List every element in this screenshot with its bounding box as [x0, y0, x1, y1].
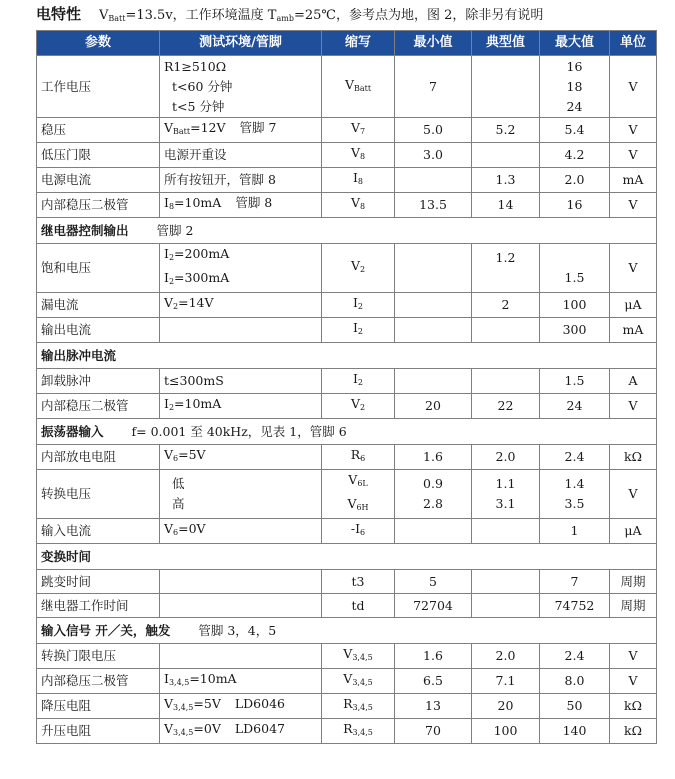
max-cell: 300	[540, 318, 610, 343]
symbol-cell: $V_2$	[322, 394, 395, 419]
table-row	[37, 644, 657, 669]
table-row	[37, 694, 657, 719]
max-cell: 5.4	[540, 118, 610, 143]
symbol-cell: $V_7$	[322, 118, 395, 143]
electrical-characteristics-table	[36, 30, 657, 744]
unit-cell: mA	[610, 318, 657, 343]
symbol-cell: $V_{Batt}$	[322, 56, 395, 118]
symbol-cell: $I_2$	[322, 293, 395, 318]
page-title: 电特性	[36, 5, 82, 23]
max-cell: 2.4	[540, 445, 610, 470]
table-row	[37, 193, 657, 218]
symbol-cell: t3	[322, 570, 395, 594]
param-cell: 输入电流	[37, 519, 160, 544]
unit-cell: 周期	[610, 594, 657, 618]
table-row	[37, 519, 657, 544]
min-cell	[395, 168, 472, 193]
min-cell: 20	[395, 394, 472, 419]
col-header-condition: 测试环境/管脚	[160, 31, 322, 56]
table-row	[37, 394, 657, 419]
param-cell: 转换电压	[37, 470, 160, 519]
condition-vbatt: $V_{Batt}=13.5v$，工作环境温度 $T_{amb}=25℃$，参考点为地，图 2，除非另有说明	[99, 8, 544, 23]
symbol-cell: $I_2$	[322, 369, 395, 394]
param-cell: 稳压	[37, 118, 160, 143]
max-cell: 16 18 24	[540, 56, 610, 118]
param-cell: 低压门限	[37, 143, 160, 168]
min-cell	[395, 318, 472, 343]
max-cell: 2.0	[540, 168, 610, 193]
col-header-unit: 单位	[610, 31, 657, 56]
table-row	[37, 369, 657, 394]
condition-cell: $I_8=10mA$ 管脚 8	[160, 193, 322, 218]
condition-cell: $V_2=14V$	[160, 293, 322, 318]
unit-cell: V	[610, 244, 657, 293]
max-cell: 50	[540, 694, 610, 719]
typ-cell: 14	[472, 193, 540, 218]
symbol-cell: $-I_6$	[322, 519, 395, 544]
section-row-pulse	[37, 343, 657, 369]
condition-cell: 低 高	[160, 470, 322, 519]
condition-cell: $V_{3,4,5}=5V$ LD6046	[160, 694, 322, 719]
param-cell: 转换门限电压	[37, 644, 160, 669]
symbol-cell: $V_8$	[322, 143, 395, 168]
table-row	[37, 293, 657, 318]
min-cell	[395, 369, 472, 394]
param-cell: 饱和电压	[37, 244, 160, 293]
typ-cell: 20	[472, 694, 540, 719]
max-cell: 2.4	[540, 644, 610, 669]
max-cell: 8.0	[540, 669, 610, 694]
col-header-typ: 典型值	[472, 31, 540, 56]
section-row-input	[37, 618, 657, 644]
table-row	[37, 470, 657, 519]
min-cell: 13.5	[395, 193, 472, 218]
condition-cell	[160, 644, 322, 669]
param-cell: 降压电阻	[37, 694, 160, 719]
condition-cell	[160, 318, 322, 343]
min-cell: 6.5	[395, 669, 472, 694]
condition-cell: R1≥510Ω t<60 分钟 t<5 分钟	[160, 56, 322, 118]
section-row-timing	[37, 544, 657, 570]
min-cell	[395, 519, 472, 544]
condition-cell: $I_2=10mA$	[160, 394, 322, 419]
max-cell: 16	[540, 193, 610, 218]
param-cell: 内部稳压二极管	[37, 394, 160, 419]
unit-cell: V	[610, 470, 657, 519]
col-header-param: 参数	[37, 31, 160, 56]
typ-cell: 1.2	[472, 244, 540, 293]
table-row	[37, 445, 657, 470]
table-row	[37, 244, 657, 293]
param-cell: 继电器工作时间	[37, 594, 160, 618]
symbol-cell: $V_{3,4,5}$	[322, 644, 395, 669]
unit-cell: V	[610, 193, 657, 218]
unit-cell: kΩ	[610, 719, 657, 744]
unit-cell: 周期	[610, 570, 657, 594]
min-cell: 72704	[395, 594, 472, 618]
unit-cell: kΩ	[610, 694, 657, 719]
param-cell: 内部放电电阻	[37, 445, 160, 470]
section-row-relay	[37, 218, 657, 244]
table-row	[37, 56, 657, 118]
typ-cell	[472, 519, 540, 544]
table-row	[37, 570, 657, 594]
symbol-cell: $I_8$	[322, 168, 395, 193]
max-cell: 74752	[540, 594, 610, 618]
symbol-cell: $R_6$	[322, 445, 395, 470]
symbol-cell: $I_2$	[322, 318, 395, 343]
table-row	[37, 168, 657, 193]
max-cell: 1.5	[540, 244, 610, 293]
table-row	[37, 719, 657, 744]
typ-cell: 5.2	[472, 118, 540, 143]
table-row	[37, 143, 657, 168]
typ-cell	[472, 594, 540, 618]
param-cell: 跳变时间	[37, 570, 160, 594]
condition-cell: $I_{3,4,5}=10mA$	[160, 669, 322, 694]
section-title: 输出脉冲电流	[37, 343, 657, 369]
param-cell: 升压电阻	[37, 719, 160, 744]
max-cell: 24	[540, 394, 610, 419]
condition-cell	[160, 594, 322, 618]
param-cell: 内部稳压二极管	[37, 193, 160, 218]
min-cell	[395, 293, 472, 318]
min-cell: 13	[395, 694, 472, 719]
table-row	[37, 318, 657, 343]
min-cell: 3.0	[395, 143, 472, 168]
typ-cell: 1.3	[472, 168, 540, 193]
col-header-min: 最小值	[395, 31, 472, 56]
typ-cell: 100	[472, 719, 540, 744]
unit-cell: V	[610, 56, 657, 118]
min-cell: 1.6	[395, 644, 472, 669]
col-header-symbol: 缩写	[322, 31, 395, 56]
condition-cell: $V_{3,4,5}=0V$ LD6047	[160, 719, 322, 744]
symbol-cell: $V_8$	[322, 193, 395, 218]
section-title: 继电器控制输出 管脚 2	[37, 218, 657, 244]
unit-cell: V	[610, 644, 657, 669]
unit-cell: V	[610, 394, 657, 419]
table-row	[37, 594, 657, 618]
typ-cell	[472, 56, 540, 118]
symbol-cell: td	[322, 594, 395, 618]
typ-cell: 22	[472, 394, 540, 419]
max-cell: 140	[540, 719, 610, 744]
condition-cell	[160, 570, 322, 594]
typ-cell: 2.0	[472, 644, 540, 669]
min-cell: 7	[395, 56, 472, 118]
max-cell: 1.5	[540, 369, 610, 394]
unit-cell: V	[610, 669, 657, 694]
section-title: 输入信号 开／关，触发 管脚 3，4，5	[37, 618, 657, 644]
unit-cell: μA	[610, 293, 657, 318]
unit-cell: A	[610, 369, 657, 394]
min-cell: 70	[395, 719, 472, 744]
typ-cell	[472, 318, 540, 343]
typ-cell	[472, 369, 540, 394]
unit-cell: mA	[610, 168, 657, 193]
param-cell: 内部稳压二极管	[37, 669, 160, 694]
param-cell: 漏电流	[37, 293, 160, 318]
typ-cell	[472, 570, 540, 594]
min-cell	[395, 244, 472, 293]
condition-cell: t≤300mS	[160, 369, 322, 394]
section-title: 振荡器输入 f= 0.001 至 40kHz，见表 1，管脚 6	[37, 419, 657, 445]
param-cell: 工作电压	[37, 56, 160, 118]
typ-cell: 7.1	[472, 669, 540, 694]
max-cell: 100	[540, 293, 610, 318]
condition-cell: $V_{Batt}=12V$ 管脚 7	[160, 118, 322, 143]
section-row-oscillator	[37, 419, 657, 445]
table-row	[37, 118, 657, 143]
symbol-cell: $R_{3,4,5}$	[322, 719, 395, 744]
param-cell: 电源电流	[37, 168, 160, 193]
condition-cell: 电源开重设	[160, 143, 322, 168]
min-cell: 5.0	[395, 118, 472, 143]
condition-cell: 所有按钮开，管脚 8	[160, 168, 322, 193]
max-cell: 1.4 3.5	[540, 470, 610, 519]
condition-cell: $V_6=0V$	[160, 519, 322, 544]
col-header-max: 最大值	[540, 31, 610, 56]
param-cell: 输出电流	[37, 318, 160, 343]
typ-cell: 1.1 3.1	[472, 470, 540, 519]
max-cell: 1	[540, 519, 610, 544]
unit-cell: V	[610, 118, 657, 143]
unit-cell: kΩ	[610, 445, 657, 470]
max-cell: 4.2	[540, 143, 610, 168]
symbol-cell: $R_{3,4,5}$	[322, 694, 395, 719]
symbol-cell: $V_{3,4,5}$	[322, 669, 395, 694]
max-cell: 7	[540, 570, 610, 594]
min-cell: 0.9 2.8	[395, 470, 472, 519]
table-row	[37, 669, 657, 694]
condition-cell: $V_6=5V$	[160, 445, 322, 470]
typ-cell: 2	[472, 293, 540, 318]
min-cell: 5	[395, 570, 472, 594]
section-title: 变换时间	[37, 544, 657, 570]
symbol-cell: $V_{6L}$ $V_{6H}$	[322, 470, 395, 519]
unit-cell: V	[610, 143, 657, 168]
header-line	[36, 3, 543, 25]
symbol-cell: $V_2$	[322, 244, 395, 293]
typ-cell	[472, 143, 540, 168]
min-cell: 1.6	[395, 445, 472, 470]
typ-cell: 2.0	[472, 445, 540, 470]
unit-cell: μA	[610, 519, 657, 544]
condition-cell: $I_2=200mA$ $I_2=300mA$	[160, 244, 322, 293]
table-header-row	[37, 31, 657, 56]
param-cell: 卸载脉冲	[37, 369, 160, 394]
